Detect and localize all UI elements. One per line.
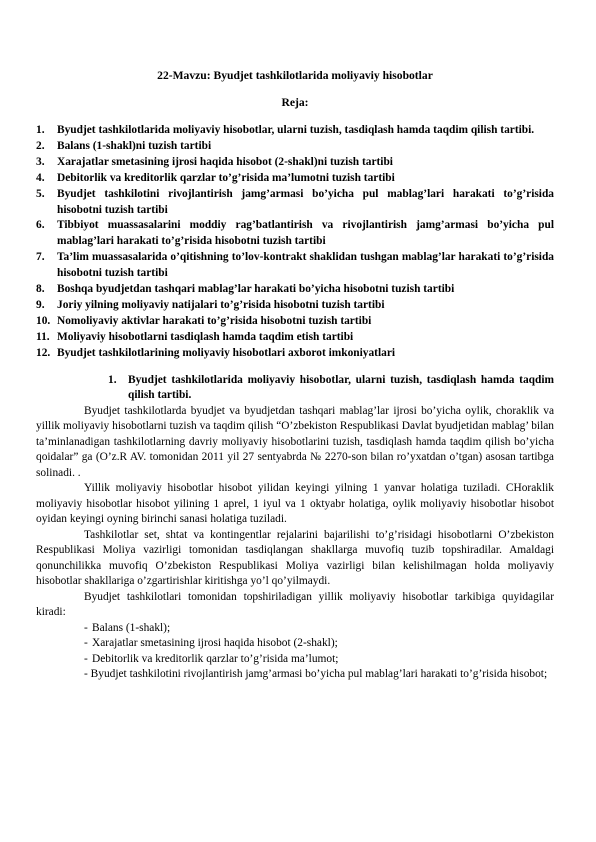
plan-item: [36, 187, 554, 219]
plan-item-text: Byudjet tashkilotlarida moliyaviy hisobotlar, ularni tuzish, tasdiqlash hamda taqdim qilish tartibi.: [57, 124, 535, 136]
plan-item: [36, 346, 554, 362]
plan-item-text: Tibbiyot muassasalarini moddiy rag’batlantirish va rivojlantirish jamg’armasi bo’yicha pul mablag’lari harakati to’g’risida hisobotni tuzish tartibi: [57, 219, 554, 248]
report-form-text: Debitorlik va kreditorlik qarzlar to’g’risida ma’lumot;: [92, 652, 339, 665]
body-paragraph: Byudjet tashkilotlarda byudjet va byudjetdan tashqari mablag’lar ijrosi bo’yicha oylik, choraklik va yillik moliyaviy hisobotlarni tuzish va taqdim qilish “O’zbekiston Respublikasi Davlat byudjetidan mablag’ bilan ta’minlanadigan tashkilotlarning davriy moliyaviy hisobotlarini tuzish, tasdiqlash hamda taqdim qilish bo’yicha qoidalar” ga (O’z.R AV. tomonidan 2011 yil 27 sentyabrda № 2270-son bilan ro’yxatdan o’tgan) asosan tartibga solinadi. .: [36, 404, 554, 479]
plan-item: [36, 250, 554, 282]
plan-item-number: 3.: [36, 155, 45, 168]
plan-item-number: 2.: [36, 139, 45, 152]
dash-marker: -: [84, 652, 88, 665]
plan-item-number: 6.: [36, 219, 45, 232]
plan-item: [36, 171, 554, 187]
plan-item-text: Ta’lim muassasalarida o’qitishning to’lov-kontrakt shaklidan tushgan mablag’lar harakati to’g’risida hisobotni tuzish tartibi: [57, 251, 554, 280]
plan-item-text: Boshqa byudjetdan tashqari mablag’lar harakati bo’yicha hisobotni tuzish tartibi: [57, 283, 455, 296]
document-title: 22-Mavzu: Byudjet tashkilotlarida moliyaviy hisobotlar: [157, 69, 433, 82]
plan-item-number: 12.: [36, 346, 51, 359]
section-number: 1.: [108, 373, 117, 386]
plan-item-number: 11.: [36, 330, 50, 343]
dash-marker: -: [84, 637, 88, 650]
body-paragraph: Byudjet tashkilotlari tomonidan topshiriladigan yillik moliyaviy hisobotlar tarkibiga quyidagilar kiradi:: [36, 590, 554, 619]
plan-item-number: 9.: [36, 298, 45, 311]
section-heading-text: Byudjet tashkilotlarida moliyaviy hisobotlar, ularni tuzish, tasdiqlash hamda taqdim qilish tartibi.: [128, 373, 554, 402]
report-form-text: Balans (1-shakl);: [92, 621, 171, 634]
plan-item: [36, 155, 554, 171]
plan-item: [36, 314, 554, 330]
dash-marker: -: [84, 668, 88, 681]
report-form-text: Xarajatlar smetasining ijrosi haqida hisobot (2-shakl);: [92, 637, 338, 650]
plan-item-number: 5.: [36, 187, 45, 200]
report-form-text: Byudjet tashkilotini rivojlantirish jamg’armasi bo’yicha pul mablag’lari harakati to’g’risida hisobot;: [90, 668, 548, 681]
plan-item-text: Debitorlik va kreditorlik qarzlar to’g’risida ma’lumotni tuzish tartibi: [57, 171, 395, 184]
plan-item-text: Byudjet tashkilotini rivojlantirish jamg’armasi bo’yicha pul mablag’lari harakati to’g’risida hisobotni tuzish tartibi: [57, 187, 554, 216]
report-form-item: [36, 636, 554, 652]
plan-item-number: 10.: [36, 314, 51, 327]
plan-item: [36, 330, 554, 346]
plan-item-text: Xarajatlar smetasining ijrosi haqida hisobot (2-shakl)ni tuzish tartibi: [57, 155, 393, 168]
plan-item-text: Moliyaviy hisobotlarni tasdiqlash hamda taqdim etish tartibi: [57, 330, 354, 343]
plan-item-text: Joriy yilning moliyaviy natijalari to’g’risida hisobotni tuzish tartibi: [57, 298, 385, 311]
plan-item-text: Nomoliyaviy aktivlar harakati to’g’risida hisobotni tuzish tartibi: [57, 314, 372, 327]
page-content: [36, 68, 554, 683]
plan-item-number: 4.: [36, 171, 45, 184]
plan-item: [36, 282, 554, 298]
plan-item: [36, 298, 554, 314]
plan-item-number: 1.: [36, 124, 45, 136]
report-form-item: [36, 652, 554, 668]
plan-list: [36, 123, 554, 362]
plan-item: [36, 218, 554, 250]
plan-item-number: 7.: [36, 251, 45, 264]
plan-item: [36, 123, 554, 139]
report-form-item: [36, 621, 554, 637]
plan-item-text: Byudjet tashkilotlarining moliyaviy hisobotlari axborot imkoniyatlari: [57, 346, 396, 359]
report-form-item: [36, 667, 554, 683]
plan-heading: Reja:: [281, 96, 309, 109]
plan-item-number: 8.: [36, 283, 45, 296]
plan-item-text: Balans (1-shakl)ni tuzish tartibi: [57, 139, 212, 152]
section-body: [36, 404, 554, 683]
section-heading: [36, 373, 554, 404]
dash-marker: -: [84, 621, 88, 634]
report-forms-list: [36, 621, 554, 683]
body-paragraph: Yillik moliyaviy hisobotlar hisobot yilidan keyingi yilning 1 yanvar holatiga tuziladi. CHoraklik moliyaviy hisobotlar hisobot yilining 1 aprel, 1 iyul va 1 oktyabr holatiga, oylik moliyaviy hisobotlar hisobot oyidan keyingi oyning birinchi sanasi holatiga tuziladi.: [36, 482, 554, 526]
plan-item: [36, 139, 554, 155]
body-paragraph: Tashkilotlar set, shtat va kontingentlar rejalarini bajarilishi to’g’risidagi hisobotlarni O’zbekiston Respublikasi Moliya vazirligi tomonidan tasdiqlangan shakllarga muvofiq tuzib topshiradilar. Amaldagi qonunchilikka muvofiq O’zbekiston Respublikasi Moliya vazirligi bilan kelishilmagan holda moliyaviy hisobotlar shakllariga o’zgartirishlar kiritishga yo’l qo’yilmaydi.: [36, 528, 554, 588]
